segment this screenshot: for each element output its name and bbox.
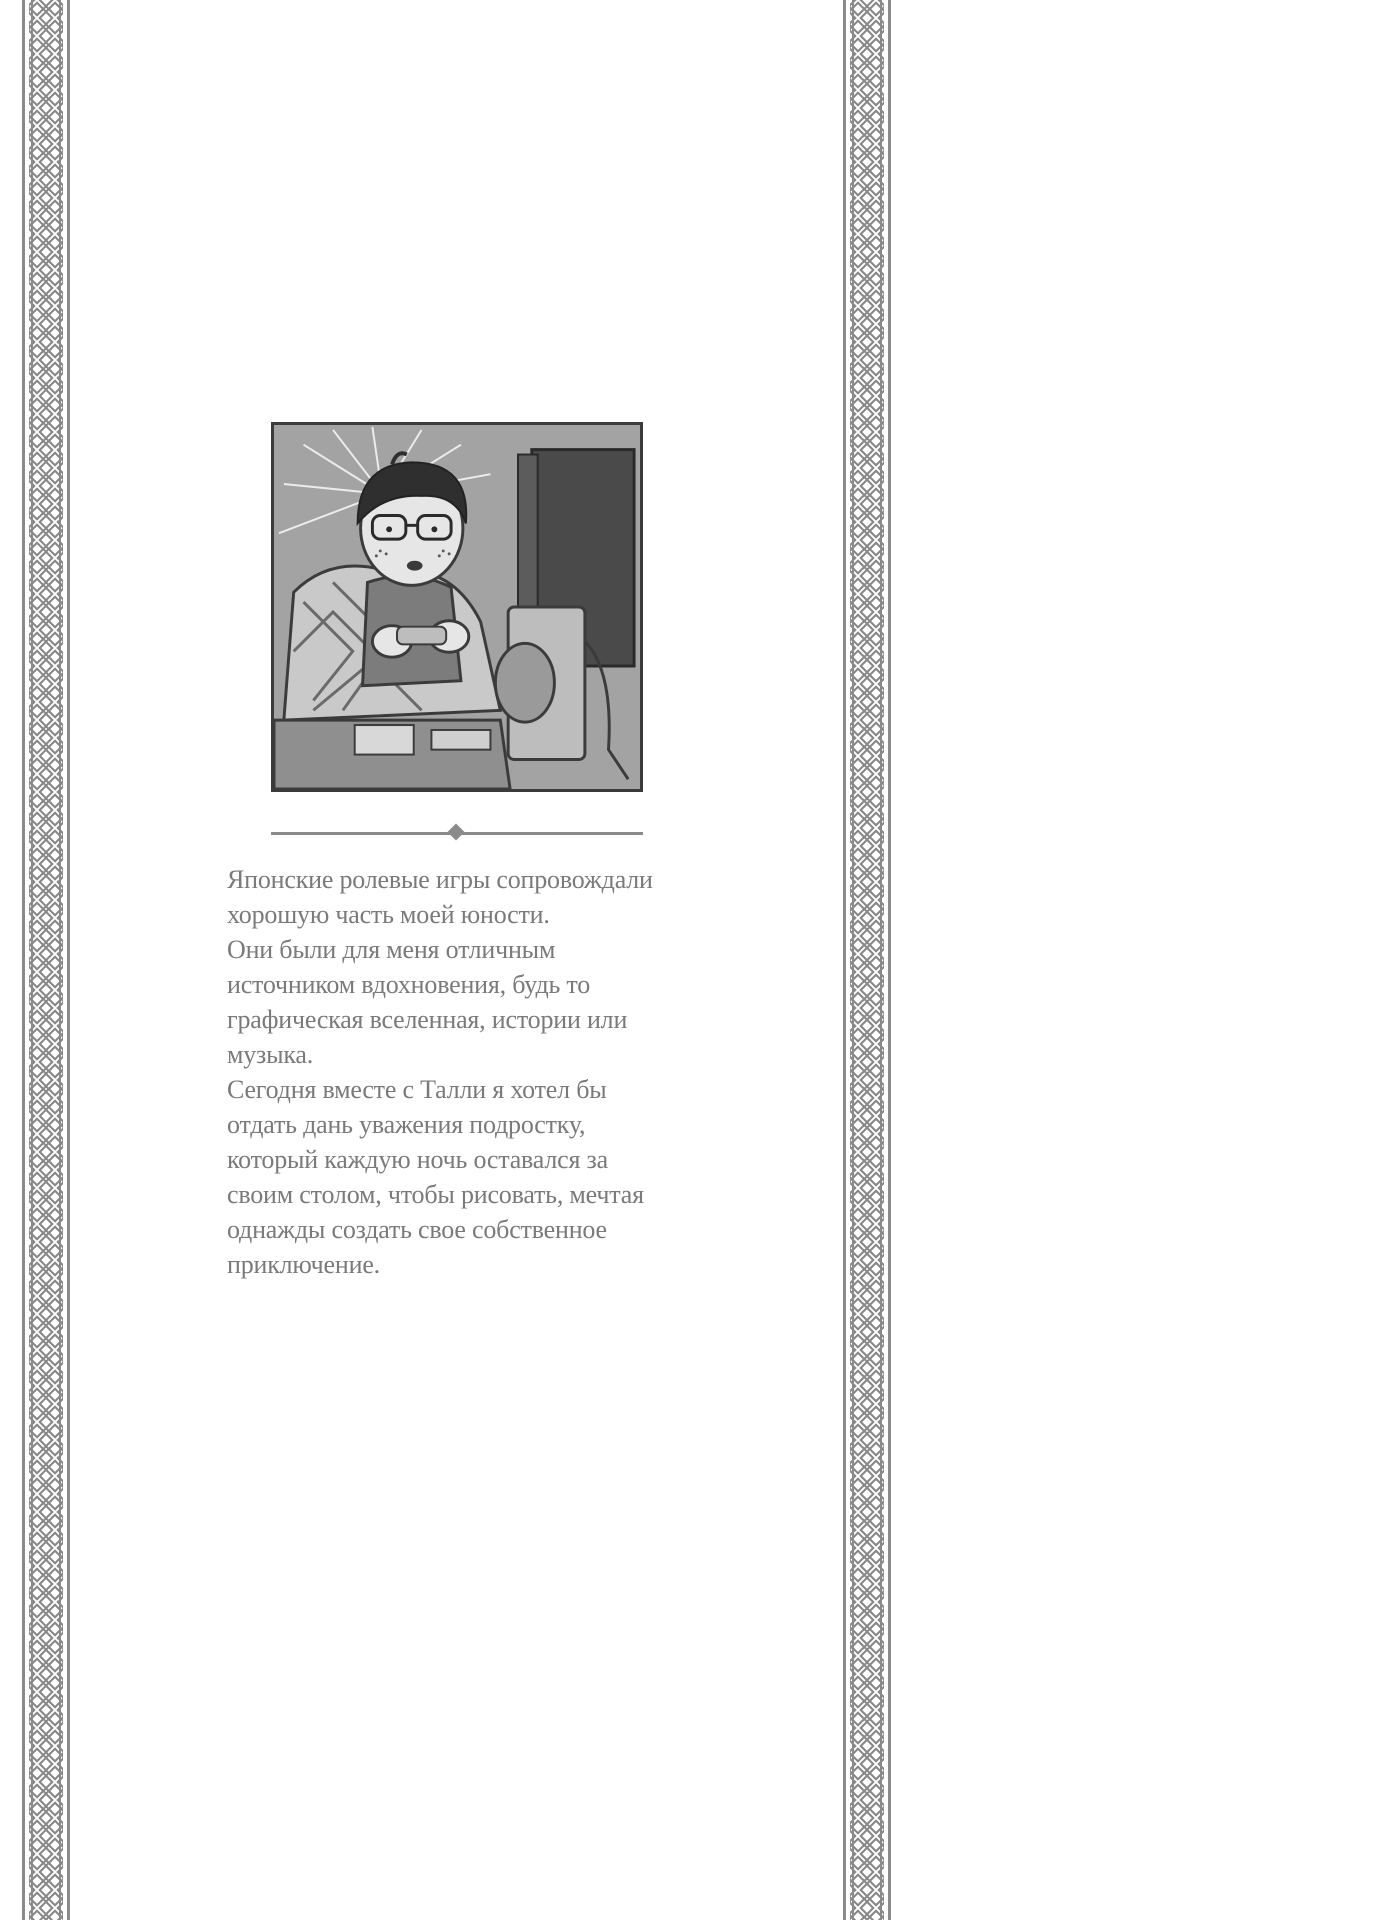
text-line: Сегодня вместе с Талли я хотел бы [227,1075,607,1104]
text-line: источником вдохновения, будь то [227,970,591,999]
text-line: Японские ролевые игры сопровождали [227,865,653,894]
text-line: приключение. [227,1250,380,1279]
diamond-pattern-icon [850,0,884,1920]
text-line: Они были для меня отличным [227,935,556,964]
boy-playing-video-game-icon [274,425,640,789]
text-line: хорошую часть моей юности. [227,900,550,929]
text-line: музыка. [227,1040,314,1069]
text-line: который каждую ночь оставался за [227,1145,608,1174]
diamond-pattern-icon [29,0,63,1920]
illustration-boy-gaming [271,422,643,792]
ornamental-border-left [22,0,70,1920]
text-line: своим столом, чтобы рисовать, мечтая [227,1180,644,1209]
text-line: графическая вселенная, истории или [227,1005,628,1034]
text-line: однажды создать свое собственное [227,1215,607,1244]
afterword-text [227,862,697,1282]
ornamental-divider [271,825,643,841]
text-line: отдать дань уважения подростку, [227,1110,586,1139]
diamond-icon [448,824,465,841]
ornamental-border-right [843,0,891,1920]
